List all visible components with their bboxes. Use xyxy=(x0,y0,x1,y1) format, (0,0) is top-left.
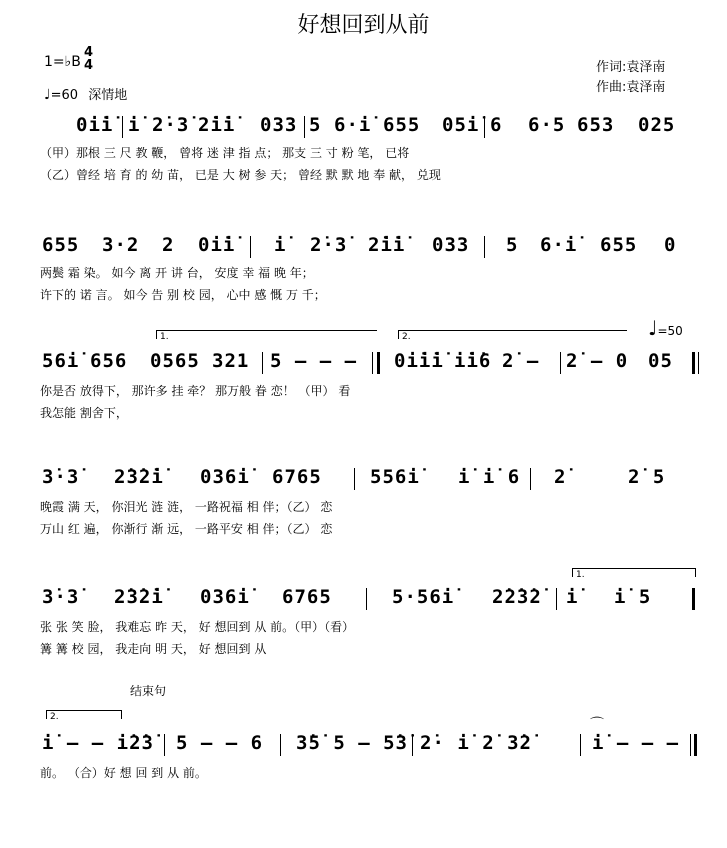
barline xyxy=(560,352,561,374)
lyrics-line-1: 两鬓 霜 染。 如今 离 开 讲 台， 安度 幸 福 晚 年； xyxy=(40,266,314,280)
measure-note: 655 xyxy=(600,234,638,256)
measure-note: 0i̇i̇ xyxy=(198,234,236,256)
measure-note: 0i̇i̇ xyxy=(76,114,114,136)
measure-note: 656 xyxy=(90,350,128,372)
measure-note: 2 xyxy=(162,234,175,256)
barline xyxy=(484,116,485,138)
lyrics-line-2: 篝 篝 校 园， 我走向 明 天， 好 想回到 从 xyxy=(40,642,267,656)
lyrics-line-1: 张 张 笑 脸， 我难忘 昨 天， 好 想回到 从 前。（甲）（看） xyxy=(40,620,355,634)
measure-note: 033 xyxy=(260,114,298,136)
measure-note: 3̇·3̇ xyxy=(42,586,80,608)
measure-note: 5·56i̇ xyxy=(392,586,455,608)
measure-note: 6 xyxy=(490,114,503,136)
tempo-change xyxy=(648,316,683,340)
second-ending-bracket xyxy=(398,330,627,339)
repeat-barline xyxy=(698,352,699,374)
measure-note: 2̇·3̇ xyxy=(152,114,190,136)
barline xyxy=(580,734,581,756)
ending-section-label: 结束句 xyxy=(130,684,167,698)
tempo-change-value: =50 xyxy=(657,324,683,338)
measure-note: 6765 xyxy=(282,586,332,608)
measure-note: 036i̇ xyxy=(200,466,250,488)
measure-note: 2̇i̇i̇ xyxy=(368,234,406,256)
measure-note: 5 xyxy=(506,234,519,256)
measure-note: i̇i̇6 xyxy=(454,350,492,372)
lyricist: 作词:袁泽南 xyxy=(596,60,666,75)
lyrics-line-2: 我怎能 割舍下， xyxy=(40,406,128,420)
measure-note: 5 xyxy=(309,114,322,136)
measure-note: 3·2 xyxy=(102,234,140,256)
barline xyxy=(366,588,367,610)
measure-note: i̇ xyxy=(128,114,141,136)
measure-note: 2̇ – 0 xyxy=(566,350,629,372)
measure-note: 6·5 xyxy=(528,114,566,136)
key-signature: 1=♭B xyxy=(44,54,81,70)
final-barline xyxy=(690,734,691,756)
quarter-note-icon: ♩ xyxy=(648,316,658,340)
first-ending-bracket xyxy=(156,330,377,339)
time-sig-bottom: 4 xyxy=(84,58,94,73)
measure-note: 5 – – 6 xyxy=(176,732,264,754)
measure-note: 655 xyxy=(383,114,421,136)
measure-note: i̇ – – – xyxy=(592,732,680,754)
lyrics-line-2: （乙）曾经 培 育 的 幼 苗， 已是 大 树 参 天； 曾经 默 默 地 奉 献， 兑现 xyxy=(40,168,441,182)
barline xyxy=(412,734,413,756)
measure-note: 0565 xyxy=(150,350,200,372)
repeat-barline-thick xyxy=(377,352,380,374)
repeat-barline xyxy=(372,352,373,374)
first-ending-bracket xyxy=(572,568,696,577)
barline xyxy=(304,116,305,138)
measure-note: 321 xyxy=(212,350,250,372)
time-signature xyxy=(84,46,93,72)
measure-note: 3̇5̇ 5 – 5̇3̇ xyxy=(296,732,408,754)
barline xyxy=(484,236,485,258)
measure-note: 5 – – – xyxy=(270,350,358,372)
lyrics-line-1: 你是否 放得下， 那许多 挂 牵？ 那万般 眷 恋！ （甲） 看 xyxy=(40,384,351,398)
measure-note: 2̇·3̇ xyxy=(310,234,348,256)
lyrics-line-2: 许下的 诺 言。 如今 告 别 校 园， 心中 感 慨 万 千； xyxy=(40,288,326,302)
measure-note: 556i̇ xyxy=(370,466,420,488)
measure-note: i̇ xyxy=(566,586,579,608)
repeat-barline-thick xyxy=(692,588,695,610)
measure-note: i̇ i̇ 6 xyxy=(458,466,521,488)
measure-note: i̇ 5 xyxy=(614,586,652,608)
tempo-value: =60 xyxy=(50,88,79,103)
measure-note: i̇ xyxy=(274,234,287,256)
barline xyxy=(556,588,557,610)
measure-note: 2̇ 5 xyxy=(628,466,666,488)
measure-note: 2̇i̇i̇ xyxy=(198,114,236,136)
barline xyxy=(122,116,123,138)
barline xyxy=(354,468,355,490)
tempo-marking xyxy=(44,84,127,103)
measure-note: 56i̇ xyxy=(42,350,80,372)
measure-note: 2̇ xyxy=(554,466,567,488)
measure-note: 025 xyxy=(638,114,676,136)
measure-note: 0 xyxy=(664,234,677,256)
lyrics-line-1: 前。 （合）好 想 回 到 从 前。 xyxy=(40,766,207,780)
barline xyxy=(280,734,281,756)
measure-note: 0i̇i̇i̇ xyxy=(394,350,444,372)
ending-number: 1. xyxy=(576,570,585,580)
measure-note: i̇ – – i̇2̇3̇ xyxy=(42,732,154,754)
measure-note: 05 xyxy=(648,350,673,372)
repeat-barline-thick xyxy=(692,352,695,374)
measure-note: 6·i̇ xyxy=(334,114,372,136)
quarter-note-icon: ♩ xyxy=(44,87,51,103)
measure-note: 3̇·3̇ xyxy=(42,466,80,488)
measure-note: 653 xyxy=(577,114,615,136)
measure-note: 6765 xyxy=(272,466,322,488)
measure-note: 655 xyxy=(42,234,80,256)
fermata-icon: ⌒ xyxy=(590,717,604,733)
measure-note: 2̇3̇2̇i̇ xyxy=(114,466,164,488)
barline xyxy=(250,236,251,258)
lyrics-line-1: （甲）那根 三 尺 教 鞭， 曾将 迷 津 指 点； 那支 三 寸 粉 笔， 已将 xyxy=(40,146,410,160)
page-title: 好想回到从前 xyxy=(297,13,430,38)
measure-note: 036i̇ xyxy=(200,586,250,608)
ending-number: 1. xyxy=(160,332,169,342)
measure-note: 05i̇ xyxy=(442,114,480,136)
lyrics-line-1: 晚霞 满 天， 你泪光 涟 涟， 一路祝福 相 伴；（乙） 恋 xyxy=(40,500,333,514)
measure-note: 2̇3̇2̇i̇ xyxy=(114,586,164,608)
lyrics-line-2: 万山 红 遍， 你渐行 渐 远， 一路平安 相 伴；（乙） 恋 xyxy=(40,522,333,536)
measure-note: 2̇· i̇ 2̇ 3̇2̇ xyxy=(420,732,532,754)
expression: 深情地 xyxy=(88,88,128,103)
ending-number: 2. xyxy=(50,712,59,722)
time-sig-top: 4 xyxy=(84,45,94,60)
final-barline-thick xyxy=(694,734,697,756)
measure-note: 2̇2̇3̇2̇ xyxy=(492,586,542,608)
barline xyxy=(262,352,263,374)
barline xyxy=(164,734,165,756)
ending-number: 2. xyxy=(402,332,411,342)
barline xyxy=(530,468,531,490)
measure-note: 033 xyxy=(432,234,470,256)
measure-note: 2̇ – xyxy=(502,350,540,372)
composer: 作曲:袁泽南 xyxy=(596,80,666,95)
measure-note: 6·i̇ xyxy=(540,234,578,256)
